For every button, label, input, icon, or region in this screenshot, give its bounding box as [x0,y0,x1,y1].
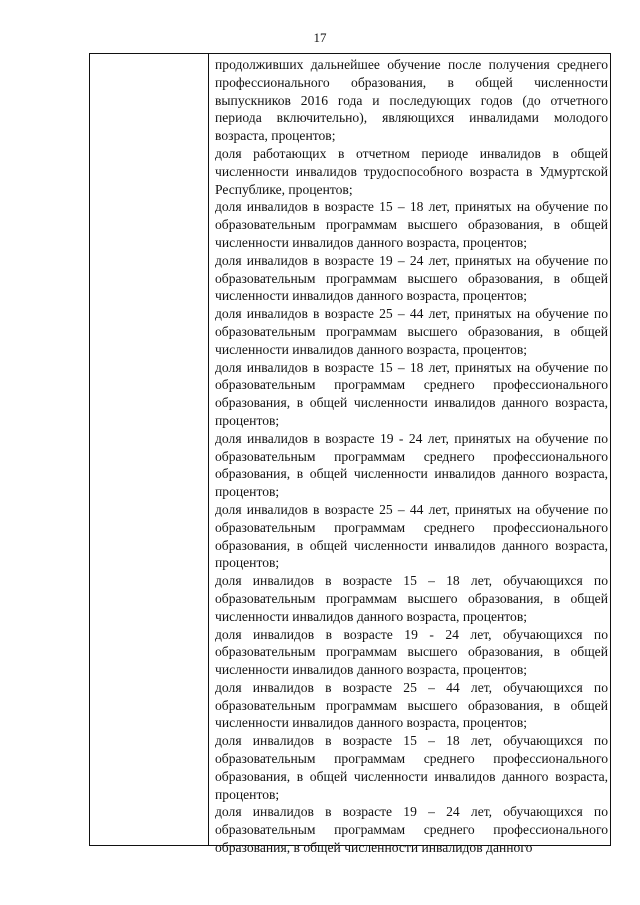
indicator-paragraph: доля инвалидов в возрасте 25 – 44 лет, принятых на обучение по образовательным программам среднего профессионального образования, в общей численности инвалидов данного возраста, процентов; [215,501,608,571]
indicator-paragraph: доля инвалидов в возрасте 25 – 44 лет, обучающихся по образовательным программам высшего образования, в общей численности инвалидов данного возраста, процентов; [215,679,608,731]
indicator-paragraph: доля инвалидов в возрасте 15 – 18 лет, принятых на обучение по образовательным программам высшего образования, в общей численности инвалидов данного возраста, процентов; [215,199,608,250]
indicator-paragraph: доля работающих в отчетном периоде инвалидов в общей численности инвалидов трудоспособного возраста в Удмуртской Республике, процентов; [215,145,608,197]
indicator-paragraph: доля инвалидов в возрасте 15 – 18 лет, принятых на обучение по образовательным программам среднего профессионального образования, в общей численности инвалидов данного возраста, процентов; [215,359,608,428]
table-left-column [90,54,209,845]
indicator-paragraph: доля инвалидов в возрасте 19 - 24 лет, обучающихся по образовательным программам высшего образования, в общей численности инвалидов данного возраста, процентов; [215,626,608,678]
indicator-paragraph: доля инвалидов в возрасте 19 – 24 лет, обучающихся по образовательным программам среднего профессионального образования, в общей численности инвалидов данного [215,804,608,856]
indicator-paragraph: доля инвалидов в возрасте 19 - 24 лет, принятых на обучение по образовательным программам среднего профессионального образования, в общей численности инвалидов данного возраста, процентов; [215,430,608,500]
document-table [89,53,611,856]
indicator-paragraph: доля инвалидов в возрасте 19 – 24 лет, принятых на обучение по образовательным программам высшего образования, в общей численности инвалидов данного возраста, процентов; [215,252,608,304]
table-right-column [215,56,608,857]
indicator-paragraph: доля инвалидов в возрасте 15 – 18 лет, обучающихся по образовательным программам среднего профессионального образования, в общей численности инвалидов данного возраста, процентов; [215,733,608,802]
indicator-paragraph: доля инвалидов в возрасте 15 – 18 лет, обучающихся по образовательным программам высшего образования, в общей численности инвалидов данного возраста, процентов; [215,573,608,624]
indicator-paragraph: доля инвалидов в возрасте 25 – 44 лет, принятых на обучение по образовательным программам высшего образования, в общей численности инвалидов данного возраста, процентов; [215,306,608,357]
page-number: 17 [313,30,327,45]
indicator-paragraph: продолживших дальнейшее обучение после получения среднего профессионального образования, в общей численности выпускников 2016 года и последующих годов (до отчетного периода включительно), являющихся инвалидами молодого возраста, процентов; [215,57,608,144]
